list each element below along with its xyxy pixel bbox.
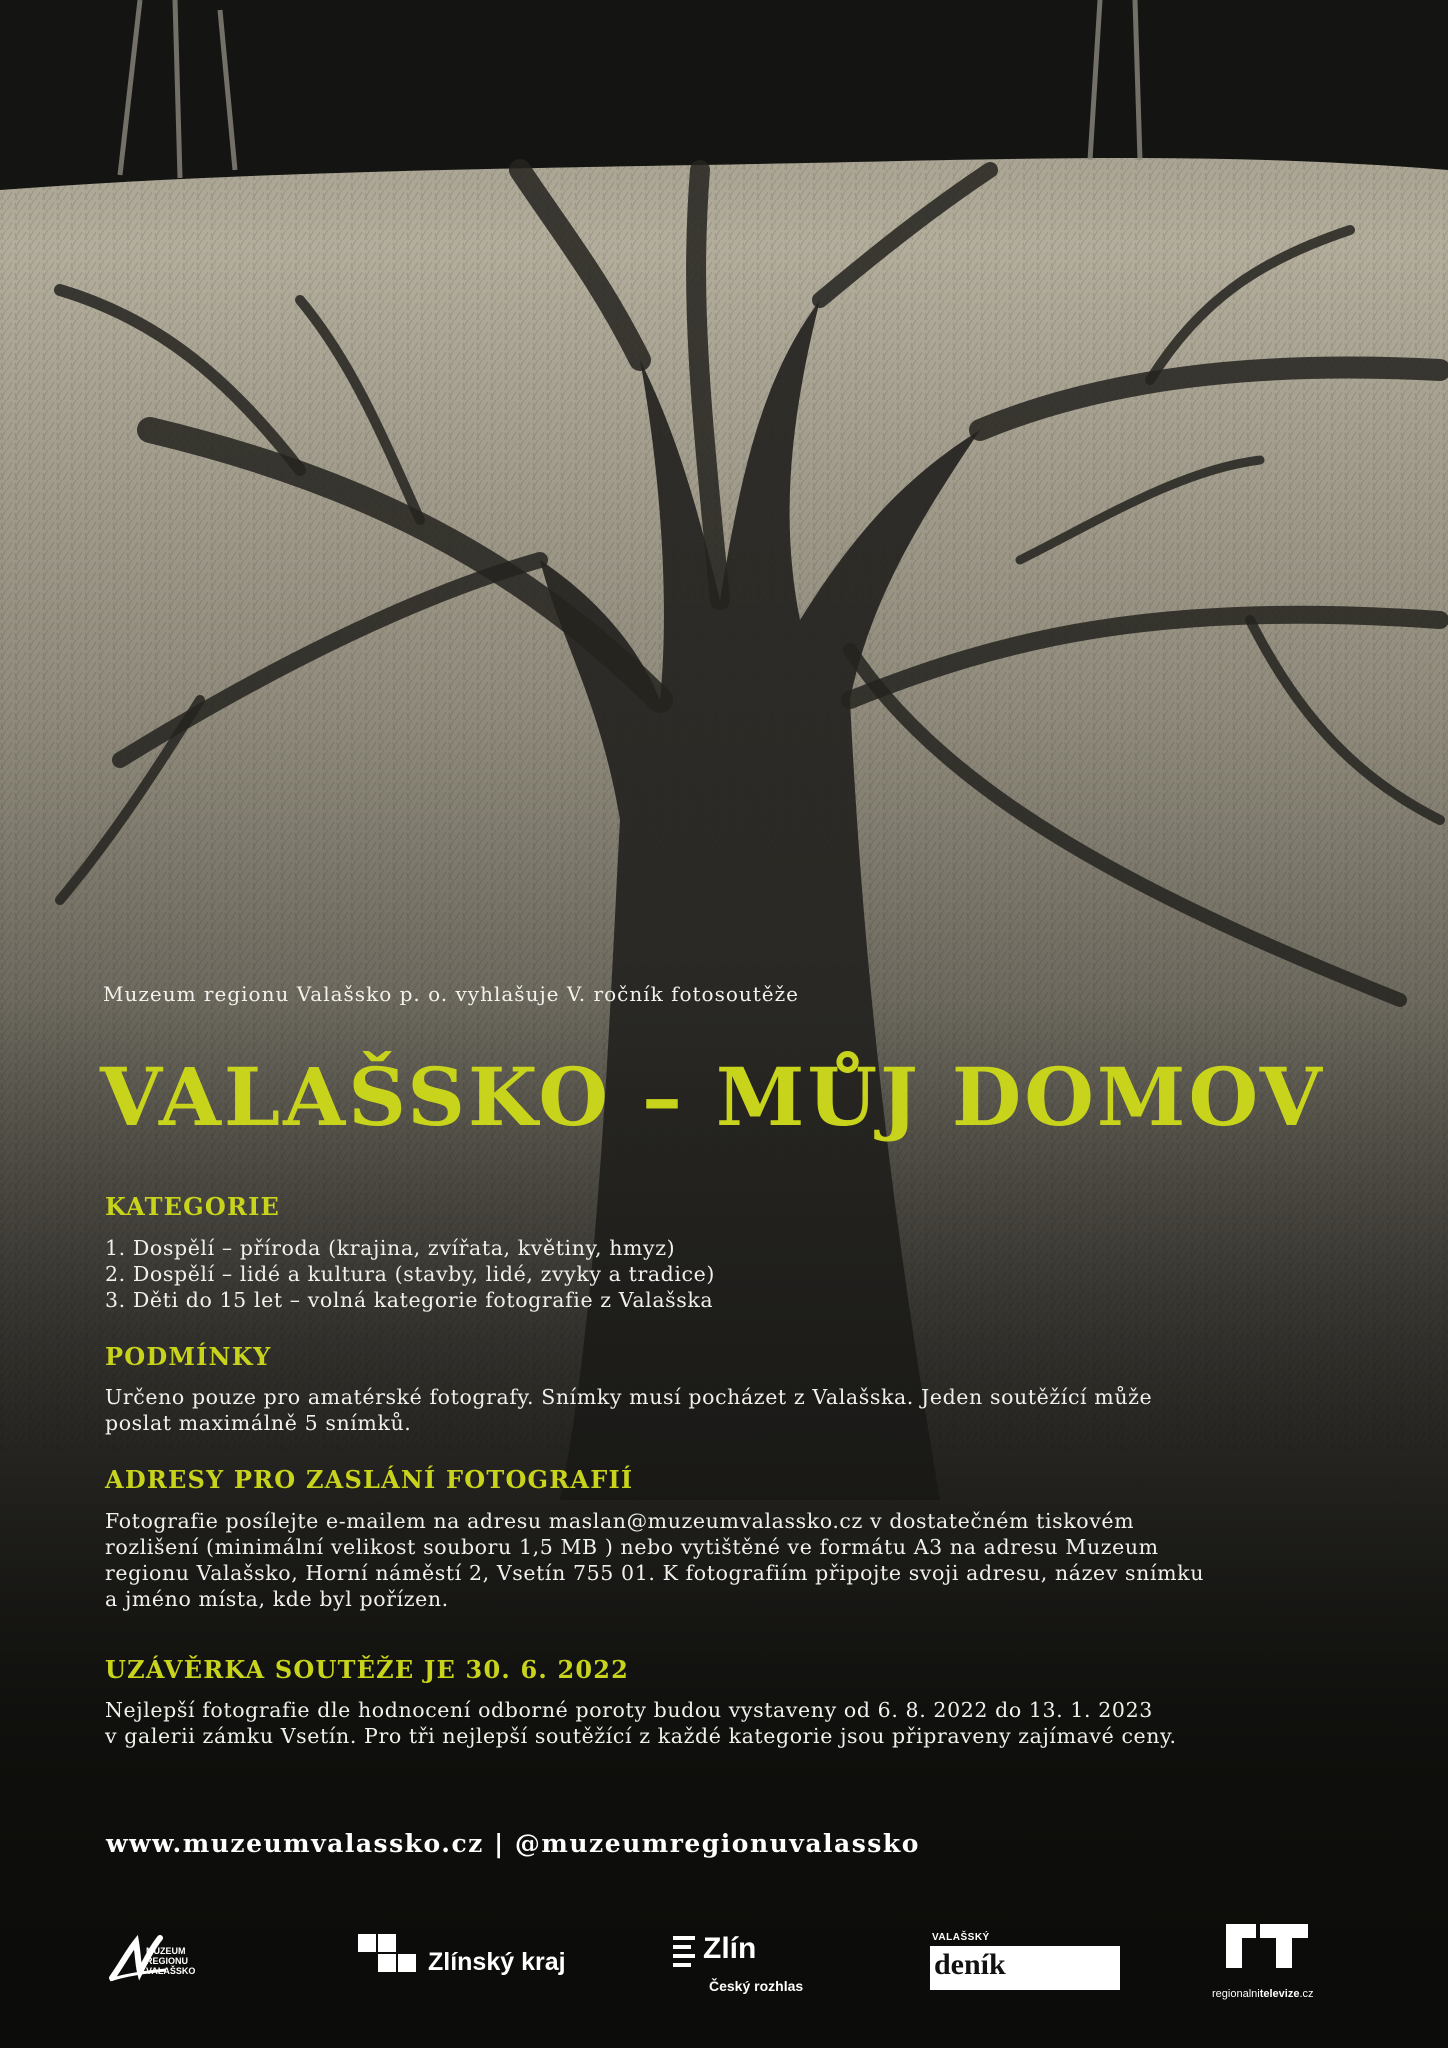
rt-url-end: .cz <box>1299 1988 1314 2000</box>
website-and-social[interactable]: www.muzeumvalassko.cz | @muzeumregionuvalassko <box>106 1829 920 1858</box>
partner-logos <box>0 1920 1448 2020</box>
heading-podminky: PODMÍNKY <box>105 1342 272 1371</box>
cesky-rozhlas-zlin-logo <box>673 1930 833 2000</box>
muzeum-logo <box>108 1930 248 1990</box>
text-line: a jméno místa, kde byl pořízen. <box>105 1587 449 1611</box>
rt-url-bold: televize <box>1259 1988 1300 2000</box>
text-line: poslat maximálně 5 snímků. <box>105 1411 412 1435</box>
denik-box <box>930 1946 1120 1990</box>
rozhlas-lines-icon <box>673 1936 699 1968</box>
heading-uzaverka: UZÁVĚRKA SOUTĚŽE JE 30. 6. 2022 <box>105 1655 630 1684</box>
cesky-rozhlas-label: Český rozhlas <box>709 1978 804 1994</box>
heading-kategorie: KATEGORIE <box>105 1192 281 1221</box>
muzeum-line2: REGIONU <box>146 1956 189 1966</box>
regionalni-televize-logo <box>1208 1924 1338 2004</box>
muzeum-line3: VALAŠSKO <box>146 1966 196 1976</box>
intro-text: Muzeum regionu Valašsko p. o. vyhlašuje V. ročník fotosoutěže <box>103 982 800 1006</box>
heading-adresy: ADRESY PRO ZASLÁNÍ FOTOGRAFIÍ <box>105 1465 634 1494</box>
rt-url <box>1212 1988 1314 2000</box>
zlinsky-kraj-squares-icon <box>358 1934 416 1976</box>
text-line: regionu Valašsko, Horní náměstí 2, Vsetín 755 01. K fotografiím připojte svoji adresu, název snímku <box>105 1561 1204 1585</box>
poster-title: VALAŠSKO – MŮJ DOMOV <box>100 1050 1325 1144</box>
adresy-text <box>105 1508 1365 1612</box>
zlin-label: Zlín <box>703 1932 757 1965</box>
category-item: 2. Dospělí – lidé a kultura (stavby, lidé, zvyky a tradice) <box>105 1262 715 1286</box>
muzeum-line1: MUZEUM <box>146 1946 186 1956</box>
muzeum-logo-text <box>146 1946 195 1976</box>
denik-top-label: VALAŠSKÝ <box>932 1932 990 1943</box>
valassky-denik-logo <box>930 1932 1120 1994</box>
text-line: Určeno pouze pro amatérské fotografy. Snímky musí pocházet z Valašska. Jeden soutěžící může <box>105 1385 1153 1409</box>
category-list <box>105 1235 1365 1313</box>
category-item: 3. Děti do 15 let – volná kategorie fotografie z Valašska <box>105 1288 714 1312</box>
denik-label: deník <box>934 1948 1006 1981</box>
category-item: 1. Dospělí – příroda (krajina, zvířata, květiny, hmyz) <box>105 1236 676 1260</box>
rt-url-start: regionalni <box>1212 1988 1260 2000</box>
text-line: Fotografie posílejte e-mailem na adresu maslan@muzeumvalassko.cz v dostatečném tiskovém <box>105 1509 1135 1533</box>
category-list-block <box>105 1235 1365 1313</box>
text-line: rozlišení (minimální velikost souboru 1,5 MB ) nebo vytištěné ve formátu A3 na adresu Muzeum <box>105 1535 1159 1559</box>
rt-mark-icon <box>1226 1924 1308 1968</box>
zlinsky-kraj-logo <box>358 1934 566 1984</box>
podminky-text <box>105 1384 1365 1436</box>
uzaverka-text <box>105 1697 1365 1749</box>
text-line: Nejlepší fotografie dle hodnocení odborné poroty budou vystaveny od 6. 8. 2022 do 13. 1. 2023 <box>105 1698 1153 1722</box>
zlinsky-kraj-label: Zlínský kraj <box>428 1948 566 1976</box>
text-line: v galerii zámku Vsetín. Pro tři nejlepší soutěžící z každé kategorie jsou připraveny zajímavé ceny. <box>105 1724 1177 1748</box>
